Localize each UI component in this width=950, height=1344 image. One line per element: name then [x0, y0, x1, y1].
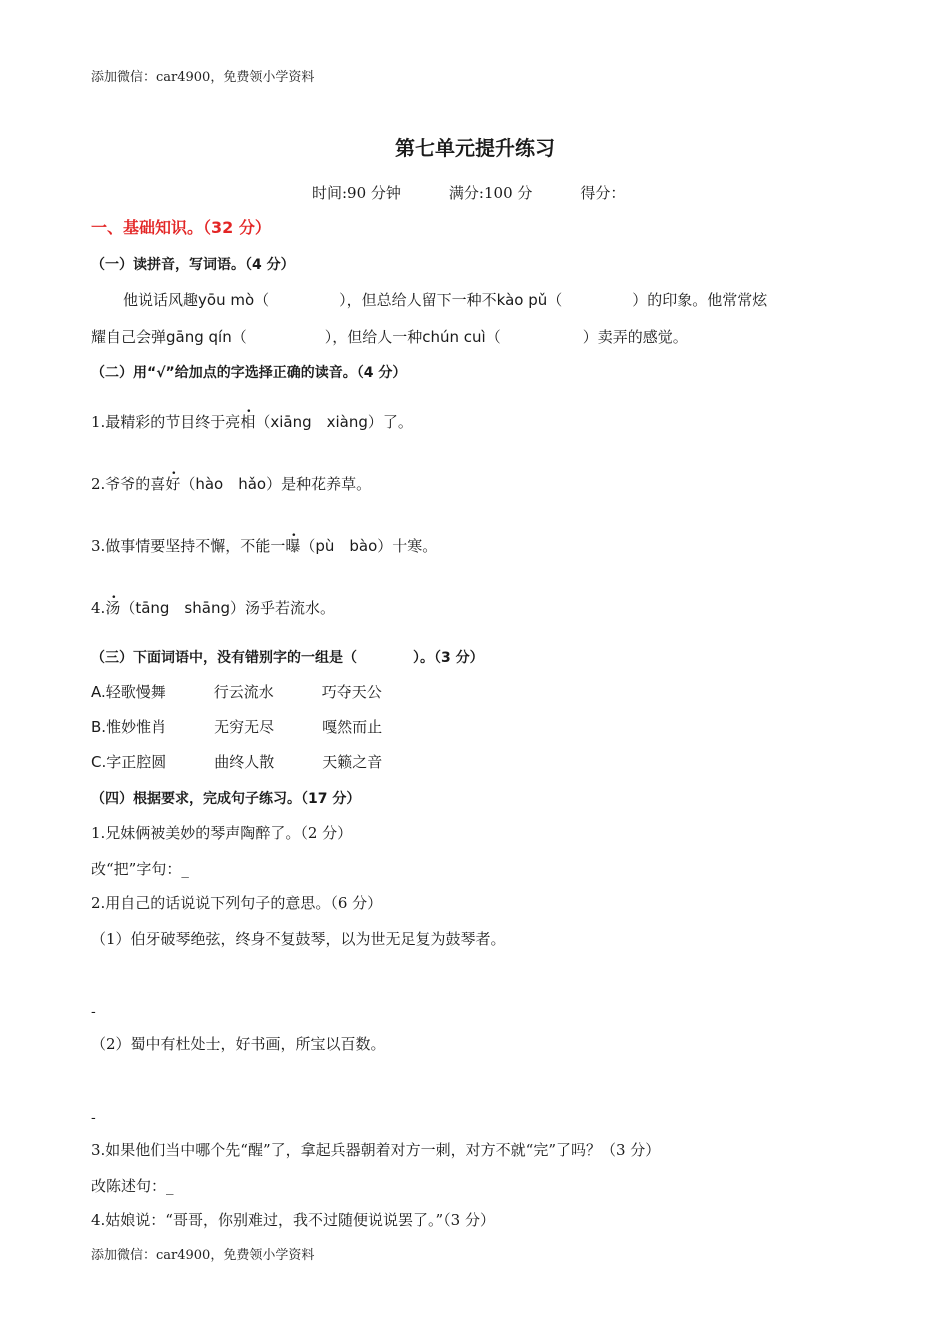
dotted-char: 相	[240, 413, 256, 431]
full-score: 满分:100 分	[448, 184, 533, 202]
header-note: 添加微信：car4900，免费领小学资料	[91, 70, 315, 85]
dotted-char: 好	[165, 475, 181, 493]
pronunciation-q3: 3.做事情要坚持不懈，不能一曝（pù bào）十寒。	[91, 537, 438, 555]
part1-heading: （一）读拼音，写词语。（4 分）	[91, 257, 295, 273]
sentence-q2-2: （2）蜀中有杜处士，好书画，所宝以百数。	[91, 1035, 386, 1053]
part4-heading: （四）根据要求，完成句子练习。（17 分）	[91, 791, 361, 807]
option-c[interactable]: C.字正腔圆 曲终人散 天籁之音	[91, 753, 383, 771]
pinyin-youmo: yōu mò	[198, 291, 255, 309]
sentence-q2: 2.用自己的话说说下列句子的意思。（6 分）	[91, 894, 383, 912]
pinyin-choice[interactable]: （xiāng xiàng）	[255, 413, 383, 431]
sentence-q3-answer[interactable]: 改陈述句：_	[91, 1177, 174, 1195]
sentence-q2-1: （1）伯牙破琴绝弦，终身不复鼓琴，以为世无足复为鼓琴者。	[91, 930, 506, 948]
answer-line-marker[interactable]: -	[91, 1004, 96, 1020]
option-b[interactable]: B.惟妙惟肖 无穷无尽 嘎然而止	[91, 718, 383, 736]
pinyin-gangqin: gāng qín	[166, 328, 232, 346]
pinyin-line-1: 他说话风趣yōu mò（ ），但总给人留下一种不kào pǔ（ ）的印象。他常常炫	[123, 291, 768, 309]
pinyin-line-2: 耀自己会弹gāng qín（ ），但给人一种chún cuì（ ）卖弄的感觉。	[91, 328, 688, 346]
answer-line-marker[interactable]: -	[91, 1110, 96, 1126]
option-a[interactable]: A.轻歌慢舞 行云流水 巧夺天公	[91, 683, 382, 701]
score-label: 得分：	[580, 184, 626, 202]
exam-meta	[312, 182, 625, 203]
page-title: 第七单元提升练习	[395, 136, 555, 160]
pinyin-chuncui: chún cuì	[422, 328, 486, 346]
pronunciation-q1: 1.最精彩的节目终于亮相（xiāng xiàng）了。	[91, 413, 413, 431]
pronunciation-q2: 2.爷爷的喜好（hào hǎo）是种花养草。	[91, 475, 372, 493]
footer-note: 添加微信：car4900，免费领小学资料	[91, 1248, 315, 1263]
sentence-q1: 1.兄妹俩被美妙的琴声陶醉了。（2 分）	[91, 824, 353, 842]
dotted-char: 曝	[285, 537, 301, 555]
dotted-char: 汤	[105, 599, 121, 617]
pronunciation-q4: 4.汤（tāng shāng）汤乎若流水。	[91, 599, 335, 617]
sentence-q1-answer[interactable]: 改“把”字句：_	[91, 860, 189, 878]
pinyin-choice[interactable]: （tāng shāng）	[120, 599, 245, 617]
pinyin-kaopu: kào pǔ	[496, 291, 548, 309]
sentence-q4: 4.姑娘说：“哥哥，你别难过，我不过随便说说罢了。”（3 分）	[91, 1211, 495, 1229]
part3-heading: （三）下面词语中，没有错别字的一组是（ ）。（3 分）	[91, 650, 484, 666]
section-heading-basics: 一、基础知识。（32 分）	[91, 218, 271, 237]
part2-heading: （二）用“√”给加点的字选择正确的读音。（4 分）	[91, 365, 407, 381]
pinyin-choice[interactable]: （pù bào）	[300, 537, 393, 555]
sentence-q3: 3.如果他们当中哪个先“醒”了，拿起兵器朝着对方一刺，对方不就“完”了吗？（3 分）	[91, 1141, 661, 1159]
pinyin-choice[interactable]: （hào hǎo）	[180, 475, 282, 493]
time-limit: 时间:90 分钟	[312, 184, 401, 202]
